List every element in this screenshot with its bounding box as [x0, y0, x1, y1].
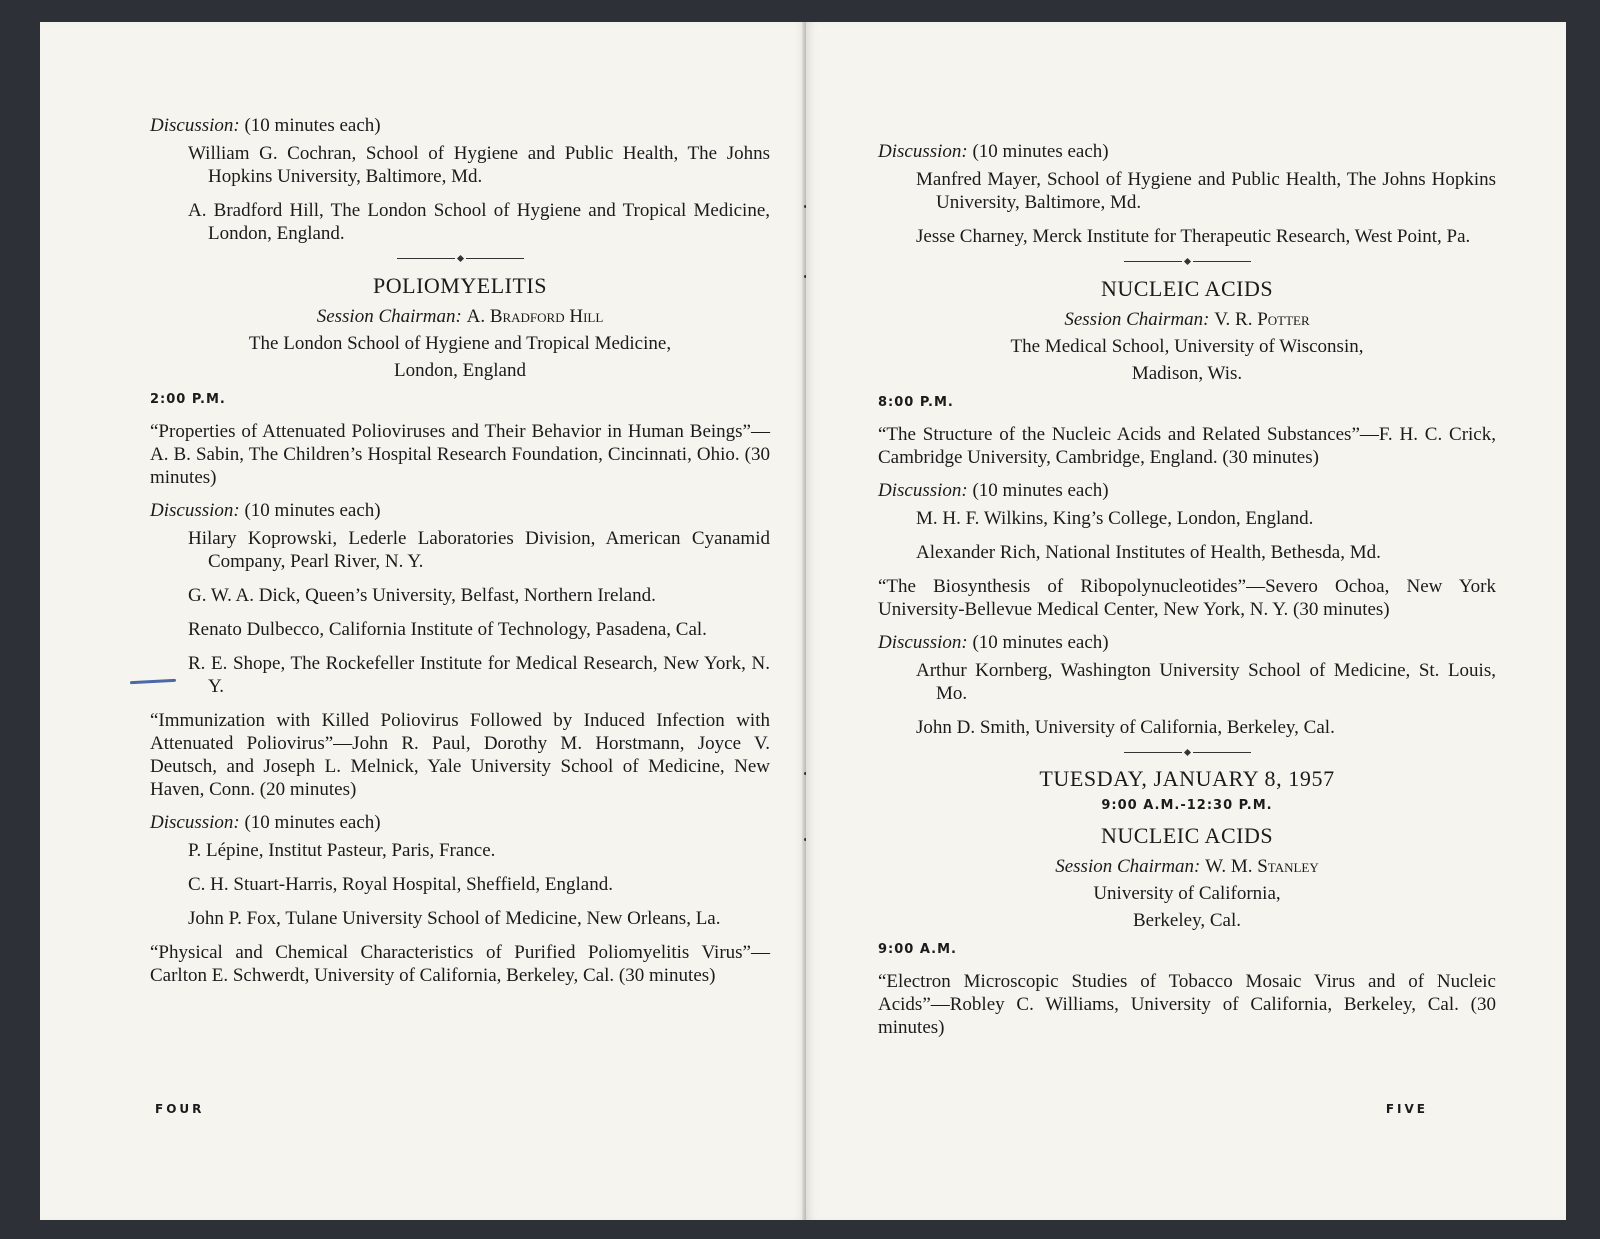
- chairman-affiliation: The London School of Hygiene and Tropical Medicine,: [248, 333, 672, 354]
- talk-entry: “Physical and Chemical Characteristics of Purified Poliomyelitis Virus”—Carlton E. Schwerdt, University of California, Berkeley, Cal. (30 minutes): [150, 942, 770, 986]
- chairman-location: Madison, Wis.: [1131, 363, 1243, 384]
- talk-entry: “Electron Microscopic Studies of Tobacco Mosaic Virus and of Nucleic Acids”—Robley C. Williams, University of California, Berkeley, Cal. (30 minutes): [878, 971, 1496, 1038]
- left-page: [40, 22, 806, 1220]
- discussant-entry: Renato Dulbecco, California Institute of Technology, Pasadena, Cal.: [188, 619, 707, 640]
- discussion-heading: Discussion: (10 minutes each): [878, 632, 1109, 653]
- section-divider: [150, 256, 770, 261]
- session-title: NUCLEIC ACIDS: [1100, 823, 1274, 848]
- discussant-entry: G. W. A. Dick, Queen’s University, Belfast, Northern Ireland.: [188, 585, 656, 606]
- discussant-entry: Hilary Koprowski, Lederle Laboratories Division, American Cyanamid Company, Pearl River, N. Y.: [188, 528, 770, 572]
- talk-entry: “The Biosynthesis of Ribopolynucleotides”—Severo Ochoa, New York University-Bellevue Medical Center, New York, N. Y. (30 minutes): [878, 576, 1496, 620]
- session-chairman: Session Chairman: W. M. Stanley: [1055, 856, 1319, 877]
- discussion-heading: Discussion: (10 minutes each): [150, 812, 381, 833]
- discussant-entry: A. Bradford Hill, The London School of Hygiene and Tropical Medicine, London, England.: [188, 200, 770, 244]
- session-chairman: Session Chairman: V. R. Potter: [1064, 309, 1310, 330]
- discussant-entry: John D. Smith, University of California, Berkeley, Cal.: [916, 717, 1335, 738]
- discussant-entry: Alexander Rich, National Institutes of Health, Bethesda, Md.: [916, 542, 1381, 563]
- discussion-heading: Discussion: (10 minutes each): [878, 141, 1109, 162]
- discussant-entry: R. E. Shope, The Rockefeller Institute for Medical Research, New York, N. Y.: [188, 653, 770, 697]
- discussant-entry: Jesse Charney, Merck Institute for Therapeutic Research, West Point, Pa.: [916, 226, 1471, 247]
- discussant-entry: P. Lépine, Institut Pasteur, Paris, France.: [188, 840, 496, 861]
- discussion-heading: Discussion: (10 minutes each): [150, 115, 381, 136]
- discussant-entry: M. H. F. Wilkins, King’s College, London, England.: [916, 508, 1314, 529]
- session-time: 9:00 A.M.: [878, 942, 957, 957]
- section-divider: [878, 259, 1496, 264]
- date-time-range: 9:00 A.M.-12:30 P.M.: [1101, 798, 1273, 813]
- discussion-heading: Discussion: (10 minutes each): [150, 500, 381, 521]
- session-title: POLIOMYELITIS: [373, 273, 547, 298]
- discussant-entry: C. H. Stuart-Harris, Royal Hospital, Sheffield, England.: [188, 874, 613, 895]
- session-chairman: Session Chairman: A. Bradford Hill: [316, 306, 604, 327]
- talk-entry: “The Structure of the Nucleic Acids and Related Substances”—F. H. C. Crick, Cambridge University, Cambridge, England. (30 minutes): [878, 424, 1496, 468]
- section-divider: [878, 750, 1496, 755]
- chairman-location: London, England: [394, 360, 526, 381]
- talk-entry: “Properties of Attenuated Polioviruses and Their Behavior in Human Beings”—A. B. Sabin, The Children’s Hospital Research Foundation, Cincinnati, Ohio. (30 minutes): [150, 421, 770, 488]
- discussion-heading: Discussion: (10 minutes each): [878, 480, 1109, 501]
- left-column: [150, 114, 770, 997]
- right-column: [878, 140, 1496, 1049]
- discussant-entry: John P. Fox, Tulane University School of Medicine, New Orleans, La.: [188, 908, 721, 929]
- discussant-entry: Manfred Mayer, School of Hygiene and Public Health, The Johns Hopkins University, Baltimore, Md.: [916, 169, 1496, 213]
- chairman-location: Berkeley, Cal.: [1133, 910, 1241, 931]
- page-number: FIVE: [1385, 1102, 1428, 1116]
- right-page: [806, 22, 1566, 1220]
- chairman-affiliation: University of California,: [1093, 883, 1281, 904]
- session-time: 2:00 P.M.: [150, 392, 226, 407]
- date-heading: TUESDAY, JANUARY 8, 1957: [1039, 766, 1335, 791]
- talk-entry: “Immunization with Killed Poliovirus Followed by Induced Infection with Attenuated Poliovirus”—John R. Paul, Dorothy M. Horstmann, Joyce V. Deutsch, and Joseph L. Melnick, Yale University School of Medicine, New Haven, Conn. (20 minutes): [150, 710, 770, 800]
- page-number: FOUR: [155, 1102, 205, 1116]
- session-title: NUCLEIC ACIDS: [1100, 276, 1274, 301]
- chairman-affiliation: The Medical School, University of Wisconsin,: [1010, 336, 1364, 357]
- discussant-entry: Arthur Kornberg, Washington University School of Medicine, St. Louis, Mo.: [916, 660, 1496, 704]
- session-time: 8:00 P.M.: [878, 395, 954, 410]
- discussant-entry: William G. Cochran, School of Hygiene and Public Health, The Johns Hopkins University, Baltimore, Md.: [188, 143, 770, 187]
